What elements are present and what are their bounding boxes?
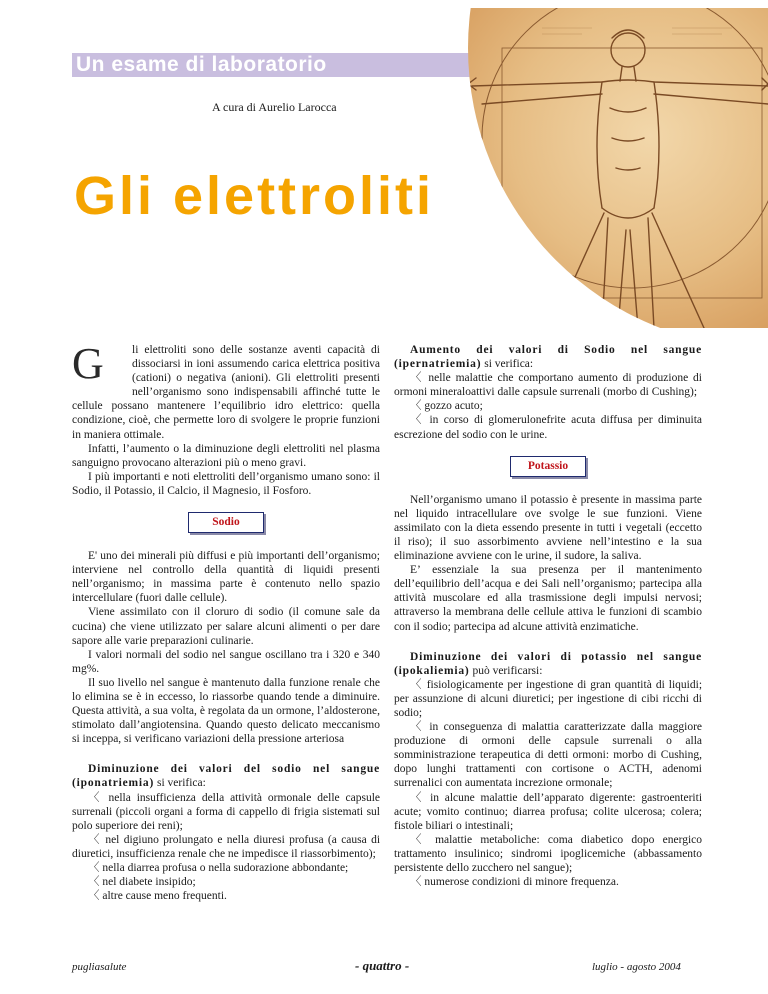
iponatriemia-title: Diminuzione dei valori del sodio nel sangue (iponatriemia) — [72, 763, 380, 790]
footer-page-number: - quattro - — [355, 958, 410, 973]
bullet-icon: 〈 — [410, 721, 424, 734]
bullet-icon: 〈 — [88, 862, 100, 874]
intro-text-3: I più importanti e noti elettroliti dell’organismo umano sono: il Sodio, il Potassio, il Calcio, il Magnesio, il Fosforo. — [72, 470, 380, 497]
right-column — [394, 343, 702, 889]
potassio-text-1: Nell’organismo umano il potassio è presente in massima parte nel liquido intracellulare ove svolge le sue funzioni. Viene assimilato con la dieta essendo presente in tutti i vegetali (eccetto il riso); il suo assorbimento avviene nell’intestino e la sua eliminazione avviene con le urine, il sudore, la saliva. — [394, 493, 702, 563]
iponatriemia-heading — [72, 762, 380, 790]
ipernatriemia-title: Aumento dei valori di Sodio nel sangue (ipernatriemia) — [394, 344, 702, 371]
list-item: 〈 numerose condizioni di minore frequenza. — [410, 876, 619, 889]
byline: A cura di Aurelio Larocca — [212, 100, 337, 114]
left-column — [72, 339, 381, 903]
list-item: 〈 gozzo acuto; — [410, 400, 483, 413]
bullet-icon: 〈 — [410, 678, 423, 691]
ipokaliemia-tail: può verificarsi: — [469, 664, 543, 677]
list-item: 〈 in alcune malattie dell’apparato digerente: gastroenteriti acute; vomito continuo; diarrea profusa; colite ulcerosa; colera; fistole biliari o intestinali; — [394, 791, 703, 832]
bullet-icon: 〈 — [410, 833, 427, 846]
vitruvian-man-image — [432, 8, 768, 328]
intro-paragraph — [72, 339, 380, 442]
ipokaliemia-heading — [394, 650, 702, 678]
bullet-icon: 〈 — [88, 791, 103, 804]
footer-publication: pugliasalute — [72, 961, 127, 973]
footer-date: luglio - agosto 2004 — [592, 961, 681, 973]
bullet-icon: 〈 — [410, 400, 422, 413]
ipernatriemia-heading — [394, 343, 702, 371]
potassio-label: Potassio — [510, 456, 586, 477]
sodio-text-3: I valori normali del sodio nel sangue oscillano tra i 320 e 340 mg%. — [72, 648, 380, 675]
bullet-icon: 〈 — [88, 876, 100, 889]
list-item: 〈 in corso di glomerulonefrite acuta diffusa per diminuita escrezione del sodio con le urine. — [394, 414, 703, 441]
list-item: 〈 in conseguenza di malattia caratterizzate dalla maggiore produzione di ormoni delle capsule surrenali o alla somministrazione terapeutica di detti ormoni: morbo di Cushing, dopo lunghi trattamenti con cortisone o ACTH, adenomi surrenalici con aumentata increzione ormonale; — [394, 721, 703, 790]
bullet-icon: 〈 — [88, 890, 100, 903]
potassio-text-2: E’ essenziale la sua presenza per il mantenimento dell’equilibrio dell’acqua e dei Sali nell’organismo; partecipa alla attività muscolare ed alla trasmissione degli impulsi nervosi; attraverso la membrana delle cellule attiva le funzioni di scambio con il sodio; partecipa ad alcune attività enzimatiche. — [394, 564, 702, 633]
intro-text-1: li elettroliti sono delle sostanze aventi capacità di dissociarsi in ioni assumendo carica elettrica positiva (cationi) o negativa (anioni). Gli elettroliti presenti nell’organismo sono indispensabili affinché tutte le cellule possano mantenere l’equilibrio idro elettrico: quella condizione, cioè, che permette loro di svolgere le proprie funzioni in maniera ottimale. — [72, 344, 380, 441]
list-item: 〈 fisiologicamente per ingestione di gran quantità di liquidi; per assunzione di alcuni diuretici; per ingestione di cibi ricchi di sodio; — [394, 678, 703, 719]
dropcap: G — [72, 339, 104, 388]
list-item: 〈 altre cause meno frequenti. — [88, 890, 227, 903]
intro-text-2: Infatti, l’aumento o la diminuzione degli elettroliti nel plasma sanguigno provocano alterazioni più o meno gravi. — [72, 442, 380, 469]
bullet-icon: 〈 — [410, 791, 425, 804]
page-title: Gli elettroliti — [74, 166, 435, 226]
list-item: 〈 malattie metaboliche: coma diabetico dopo energico trattamento insulinico; sindromi ipoglicemiche (abbassamento persistente dello zucchero nel sangue); — [394, 833, 702, 874]
bullet-icon: 〈 — [88, 833, 101, 846]
bullet-icon: 〈 — [410, 876, 422, 889]
list-item: 〈 nella insufficienza della attività ormonale delle capsule surrenali (piccoli organi a forma di cappello di frigia sistemati sul polo superiore dei reni); — [72, 791, 381, 832]
list-item: 〈 nella diarrea profusa o nella sudorazione abbondante; — [88, 862, 349, 874]
list-item: 〈 nelle malattie che comportano aumento di produzione di ormoni mineraloattivi dalle capsule surrenali (morbo di Cushing); — [394, 372, 702, 399]
list-item: 〈 nel digiuno prolungato e nella diuresi profusa (a causa di diuretici, insufficienza renale che ne impedisce il riassorbimento); — [72, 833, 381, 860]
section-title: Un esame di laboratorio — [76, 53, 327, 76]
sodio-text-4: Il suo livello nel sangue è mantenuto dalla funzione renale che lo elimina se è in eccesso, lo riassorbe quando tende a diminuire. Questa attività, a sua volta, è regolata da un ormone, l’aldosterone, stimolato dall’angiotensina. Quando questo delicato meccanismo si inceppa, si verificano variazioni della pressione arteriosa — [72, 676, 380, 746]
bullet-icon: 〈 — [410, 414, 425, 427]
sodio-text-1: E' uno dei minerali più diffusi e più importanti dell’organismo; interviene nel controllo della quantità di liquidi presenti nell’organismo; in massima parte è contenuto nello spazio intercellulare (fuori dalle cellule). — [72, 550, 380, 605]
list-item: 〈 nel diabete insipido; — [88, 876, 196, 889]
ipokaliemia-title: Diminuzione dei valori di potassio nel sangue (ipokaliemia) — [394, 650, 702, 677]
sodio-label: Sodio — [188, 512, 264, 533]
ipernatriemia-tail: si verifica: — [481, 358, 534, 371]
bullet-icon: 〈 — [410, 372, 424, 385]
sodio-text-2: Viene assimilato con il cloruro di sodio (il comune sale da cucina) che viene utilizzato per salare alcuni alimenti o per dare sapore alle varie preparazioni culinarie. — [72, 606, 380, 647]
iponatriemia-tail: si verifica: — [154, 777, 206, 790]
